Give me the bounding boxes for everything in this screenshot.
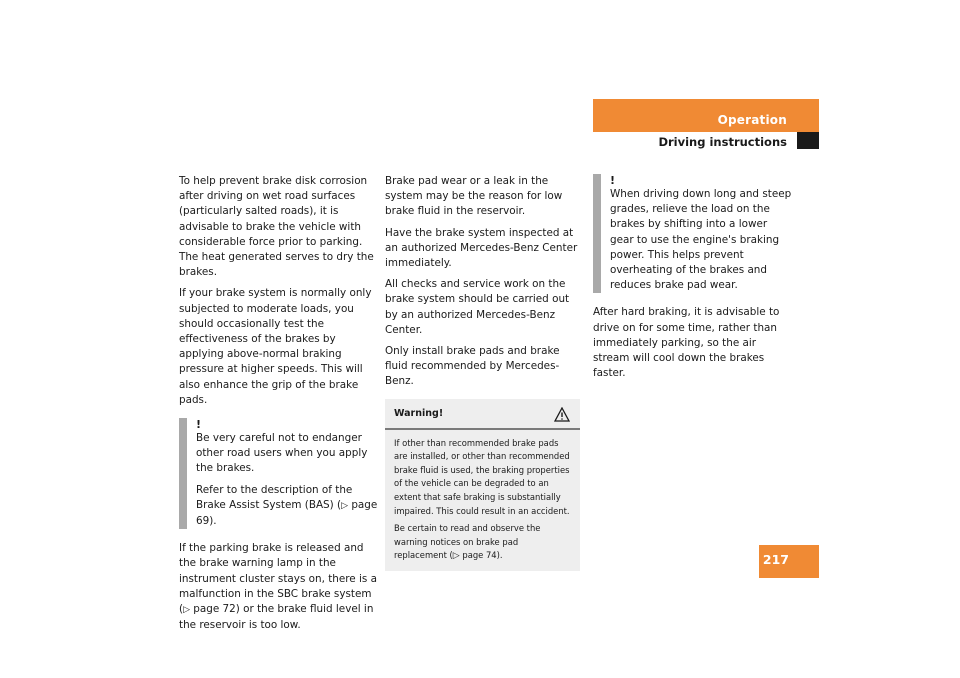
column-3: [593, 174, 793, 387]
notice-box: [593, 174, 793, 293]
page-reference-arrow-icon: ▷: [341, 500, 348, 511]
page-number: 217: [762, 552, 789, 567]
paragraph: If the parking brake is released and the brake warning lamp in the instrument cluster stays on, there is a malfunction in the SBC brake system (▷ page 72) or the brake fluid level in the reservoir is too low.: [179, 542, 377, 632]
page-reference-link[interactable]: page 74: [462, 550, 497, 561]
notice-bar: [179, 418, 187, 529]
paragraph: All checks and service work on the brake system should be carried out by an authorized Mercedes-Benz Center.: [385, 278, 570, 336]
notice-text: Be very careful not to endanger other road users when you apply the brakes.: [196, 432, 368, 475]
column-1: [179, 174, 379, 639]
warning-text: Be certain to read and observe the warning notices on brake pad replacement (▷ page 74).: [394, 523, 541, 562]
header-black-tab: [797, 132, 819, 149]
warning-triangle-icon: [554, 407, 570, 422]
page-reference-link[interactable]: page 69: [196, 498, 378, 528]
paragraph: Have the brake system inspected at an authorized Mercedes-Benz Center immediately.: [385, 226, 578, 270]
notice-text: Refer to the description of the Brake Assist System (BAS) (▷ page 69).: [196, 483, 378, 528]
warning-text: If other than recommended brake pads are installed, or other than recommended brake fluid is used, the braking properties of the vehicle can be degraded to an extent that safe braking is substantially impaired. This could result in an accident.: [394, 437, 570, 516]
warning-header: [385, 399, 580, 430]
notice-text: When driving down long and steep grades, relieve the load on the brakes by shifting into a lower gear to use the engine's braking power. This helps prevent overheating of the brakes and reduces brake pad wear.: [610, 188, 792, 292]
page-number-box: [759, 545, 819, 578]
warning-title: Warning!: [394, 408, 444, 420]
paragraph: After hard braking, it is advisable to drive on for some time, rather than immediately parking, so the air stream will cool down the brakes faster.: [593, 306, 780, 380]
exclamation-icon: !: [610, 174, 616, 187]
page-reference-arrow-icon: ▷: [183, 605, 190, 616]
header-title-area: [593, 0, 819, 160]
paragraph: If your brake system is normally only subjected to moderate loads, you should occasionally test the effectiveness of the brakes by applying above-normal braking pressure at higher speeds. This will also enhance the grip of the brake pads.: [179, 287, 372, 406]
page-reference-link[interactable]: page 72: [193, 603, 236, 616]
notice-box: [179, 418, 379, 529]
warning-box: [385, 399, 580, 571]
paragraph: To help prevent brake disk corrosion after driving on wet road surfaces (particularly salted roads), it is advisable to brake the vehicle with considerable force prior to parking. The heat generated serves to dry the brakes.: [179, 175, 374, 279]
paragraph: Only install brake pads and brake fluid recommended by Mercedes-Benz.: [385, 345, 560, 388]
header-section-label: Operation: [717, 113, 787, 127]
page-title: Driving instructions: [658, 135, 787, 149]
notice-bar: [593, 174, 601, 293]
paragraph: Brake pad wear or a leak in the system may be the reason for low brake fluid in the reservoir.: [385, 175, 563, 218]
exclamation-icon: !: [196, 418, 202, 432]
warning-body: [385, 430, 580, 571]
page-reference-arrow-icon: ▷: [452, 551, 460, 562]
column-2: [385, 174, 585, 571]
